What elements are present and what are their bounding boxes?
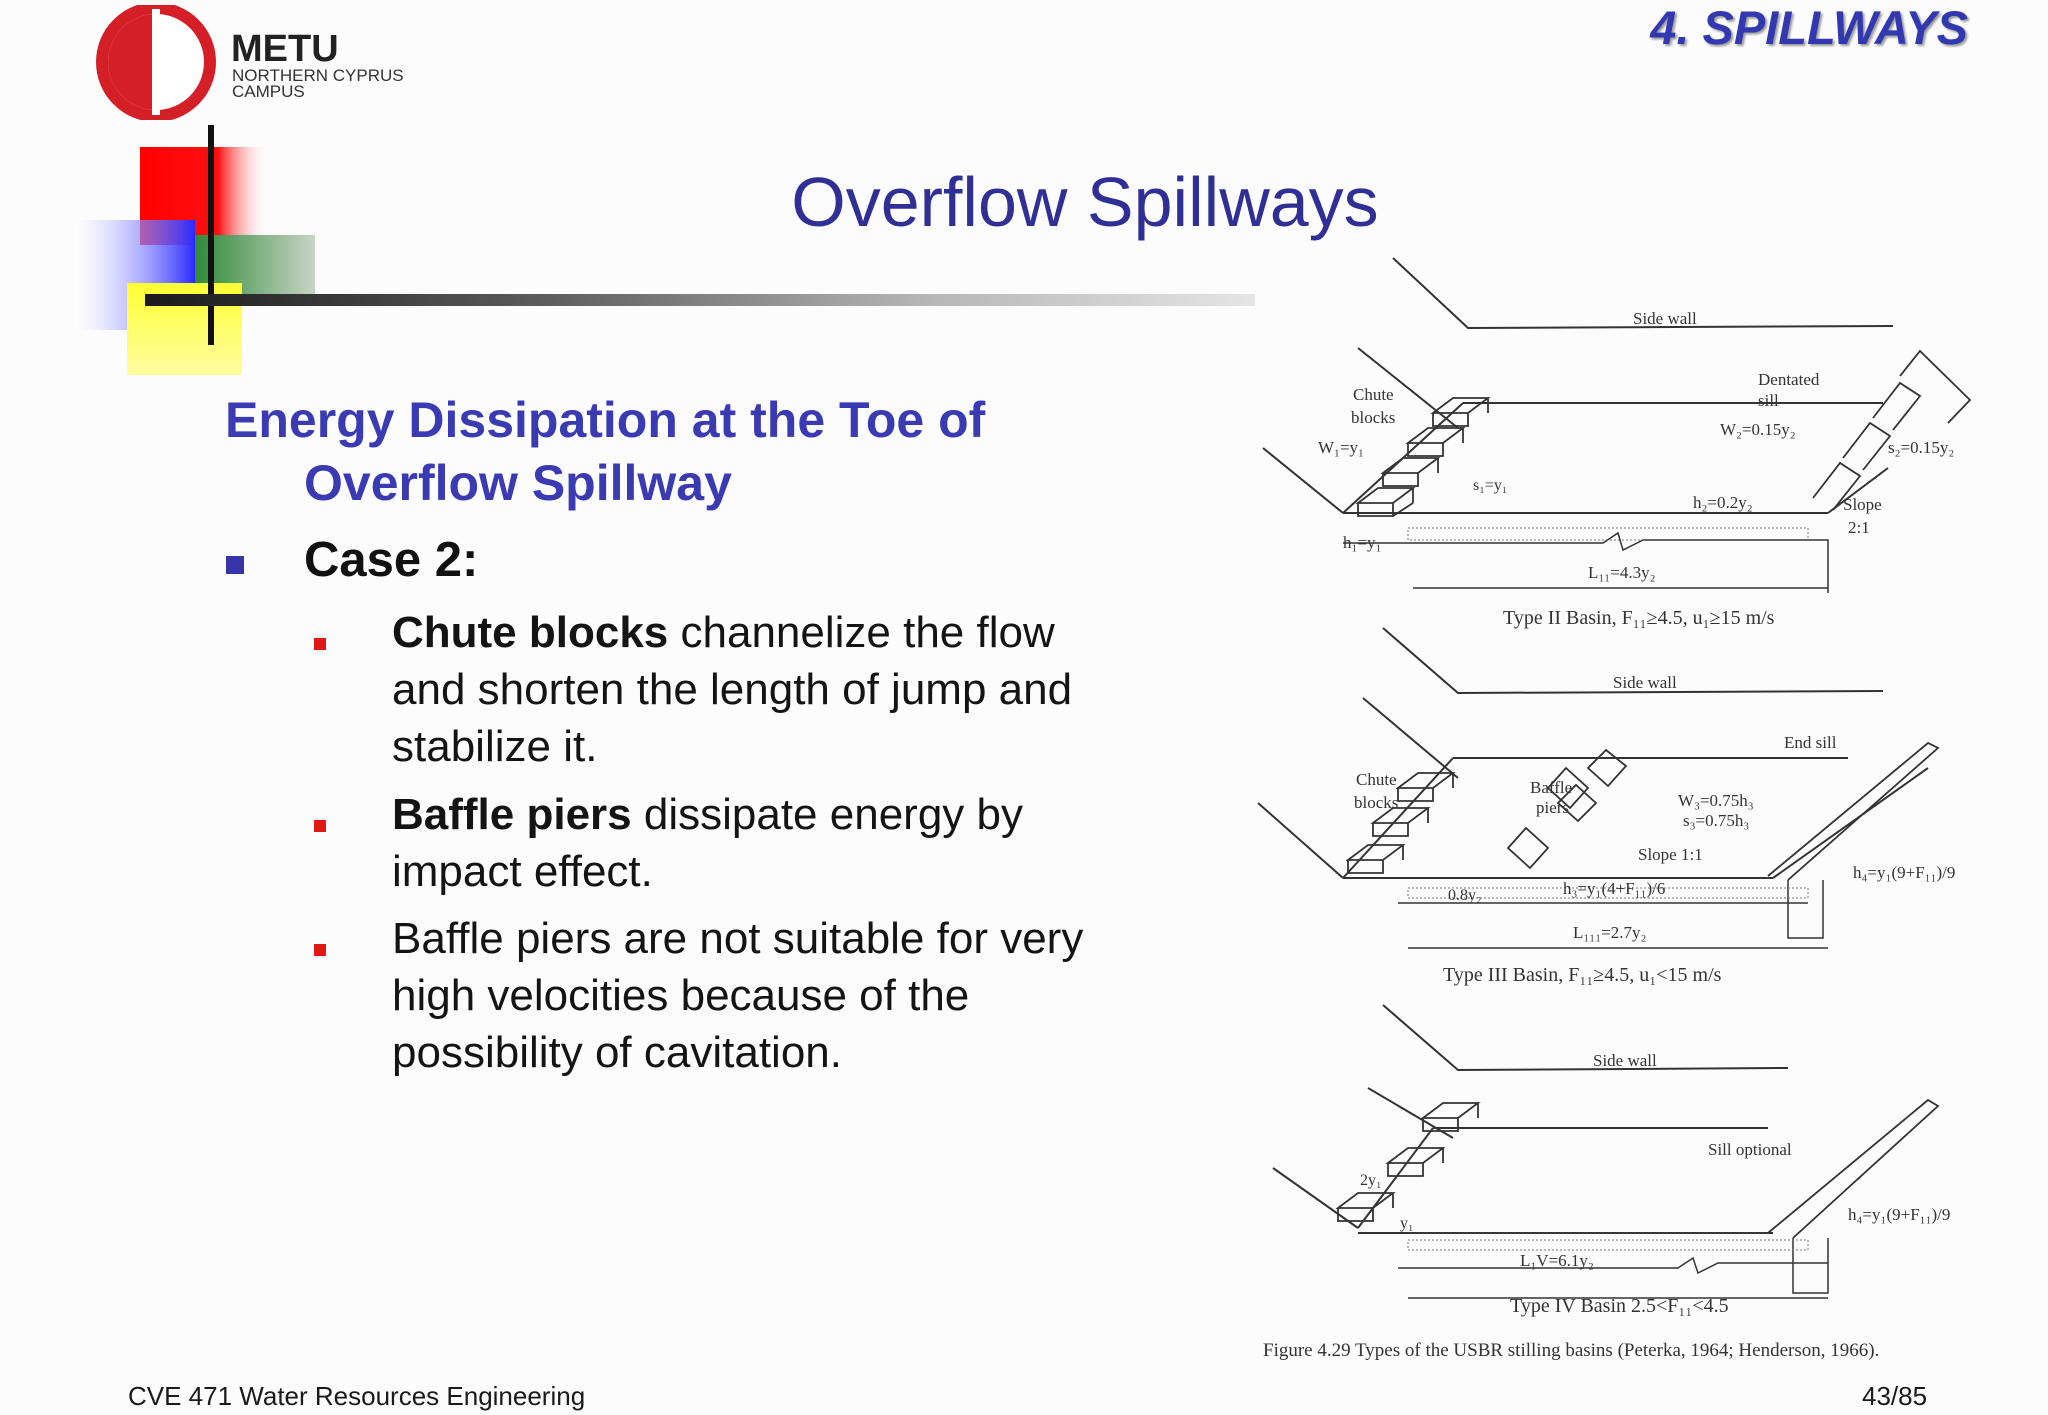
label-blocks: blocks: [1354, 793, 1399, 812]
item-text: stabilize it.: [392, 722, 598, 771]
term-baffle-piers: Baffle piers: [392, 790, 632, 839]
label-end-sill: End sill: [1784, 733, 1837, 752]
label-h4: h₄=y₁(9+F₁₁)/9: [1848, 1205, 1951, 1224]
case-label: Case 2:: [304, 533, 479, 587]
basin-caption: Type IV Basin 2.5<F₁₁<4.5: [1510, 1295, 1729, 1317]
label-y1: y₁: [1400, 1215, 1414, 1232]
label-h2: h₂=0.2y₂: [1693, 493, 1753, 512]
chapter-label: 4. SPILLWAYS: [1650, 1, 1968, 54]
type-ii-basin-diagram: [1263, 258, 1970, 629]
metu-emblem-icon: [90, 5, 230, 120]
item-text: and shorten the length of jump and: [392, 665, 1073, 714]
logo-subtitle-1: NORTHERN CYPRUS: [232, 66, 404, 85]
label-side-wall: Side wall: [1593, 1051, 1657, 1070]
label-sill: sill: [1758, 391, 1779, 410]
course-footer: CVE 471 Water Resources Engineering: [128, 1381, 586, 1411]
stilling-basins-figure: [1248, 248, 1988, 1378]
item-text: Baffle piers are not suitable for very: [392, 914, 1084, 963]
label-slope-ratio: 2:1: [1848, 518, 1870, 537]
basin-caption: Type II Basin, F₁₁≥4.5, u₁≥15 m/s: [1503, 607, 1775, 629]
page-number: 43/85: [1862, 1381, 1928, 1411]
label-slope: Slope: [1843, 495, 1882, 514]
label-w1: W₁=y₁: [1318, 438, 1364, 457]
item-text: possibility of cavitation.: [392, 1028, 842, 1077]
logo-subtitle-2: CAMPUS: [232, 82, 305, 101]
label-s3: s₃=0.75h₃: [1683, 811, 1750, 830]
bullet-square-icon: [314, 820, 326, 832]
bullet-square-icon: [314, 944, 326, 956]
list-item: [392, 910, 1192, 1081]
label-chute: Chute: [1356, 770, 1397, 789]
label-length: L₁₁₁=2.7y₂: [1573, 923, 1647, 942]
section-heading-line-1: Energy Dissipation at the Toe of: [225, 392, 986, 448]
label-h3: h₃=y₁(4+F₁₁)/6: [1563, 879, 1666, 898]
slide-title: Overflow Spillways: [791, 163, 1379, 241]
type-iii-basin-diagram: [1258, 628, 1955, 986]
label-side-wall: Side wall: [1613, 673, 1677, 692]
label-h1: h₁=y₁: [1343, 533, 1382, 552]
type-iv-basin-diagram: [1273, 1005, 1950, 1317]
label-side-wall: Side wall: [1633, 309, 1697, 328]
list-item: [392, 786, 1192, 900]
term-chute-blocks: Chute blocks: [392, 608, 669, 657]
label-baffle: Baffle: [1530, 778, 1573, 797]
label-w3: W₃=0.75h₃: [1678, 791, 1754, 810]
label-w2: W₂=0.15y₂: [1720, 420, 1796, 439]
basin-caption: Type III Basin, F₁₁≥4.5, u₁<15 m/s: [1443, 964, 1722, 986]
label-length: L₁V=6.1y₂: [1520, 1251, 1594, 1270]
logo-title: METU: [231, 28, 339, 70]
label-length: L₁₁=4.3y₂: [1588, 563, 1656, 582]
label-2y1: 2y₁: [1360, 1172, 1382, 1189]
item-text: dissipate energy by: [631, 790, 1023, 839]
item-text: high velocities because of the: [392, 971, 970, 1020]
item-text: impact effect.: [392, 847, 653, 896]
bullet-square-icon: [314, 638, 326, 650]
label-dist: 0.8y₂: [1448, 887, 1482, 904]
label-slope: Slope 1:1: [1638, 845, 1703, 864]
label-dentated: Dentated: [1758, 370, 1820, 389]
label-sill-optional: Sill optional: [1708, 1140, 1792, 1159]
label-chute: Chute: [1353, 385, 1394, 404]
item-text: channelize the flow: [668, 608, 1055, 657]
section-heading-line-2: Overflow Spillway: [304, 455, 732, 511]
header-rule: [145, 294, 1255, 306]
label-piers: piers: [1536, 798, 1570, 817]
label-s1: s₁=y₁: [1473, 477, 1508, 494]
figure-caption: Figure 4.29 Types of the USBR stilling basins (Peterka, 1964; Henderson, 1966).: [1263, 1340, 1880, 1361]
list-item: [392, 604, 1192, 775]
bullet-square-icon: [226, 556, 244, 574]
label-blocks: blocks: [1351, 408, 1396, 427]
label-h4: h₄=y₁(9+F₁₁)/9: [1853, 863, 1956, 882]
label-s2: s₂=0.15y₂: [1888, 438, 1955, 457]
